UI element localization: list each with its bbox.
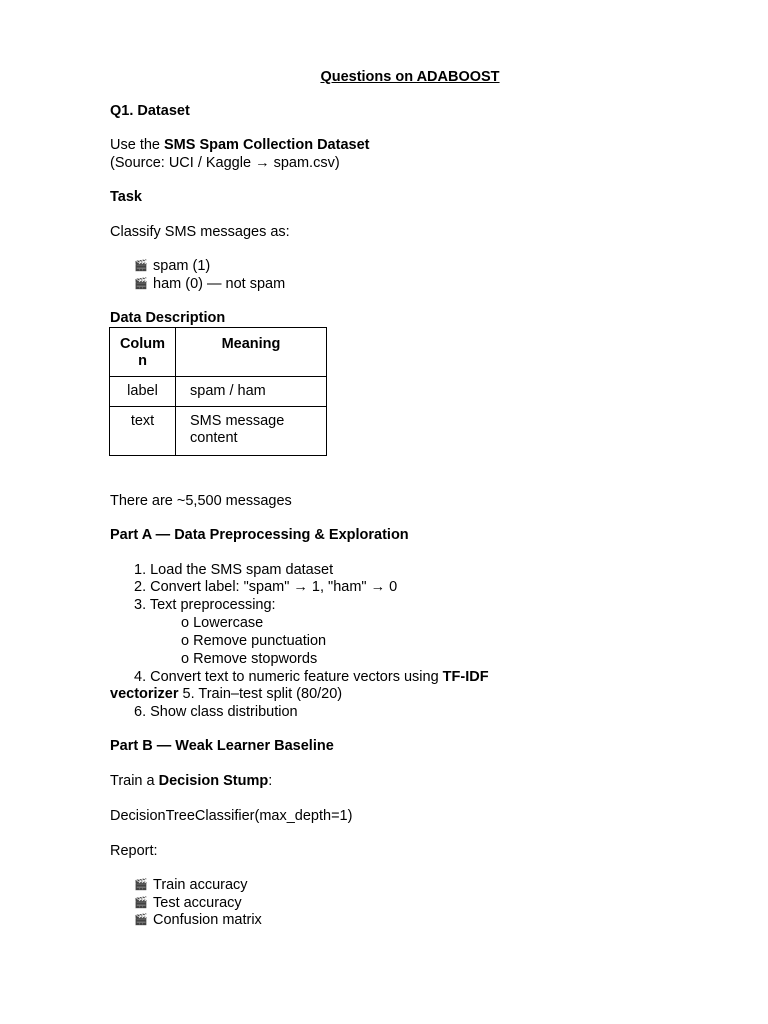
part-a-step-6: 6. Show class distribution [134, 704, 298, 720]
class-item-ham [134, 275, 285, 293]
clapperboard-icon: 🎬 [134, 260, 148, 272]
table-cell-column: label [110, 377, 176, 407]
part-a-step-4 [134, 668, 489, 686]
clapperboard-icon: 🎬 [134, 879, 148, 891]
table-row [110, 377, 327, 407]
part-a-heading: Part A — Data Preprocessing & Exploration [110, 527, 409, 543]
clapperboard-icon: 🎬 [134, 897, 148, 909]
step-5-text: 5. Train–test split (80/20) [178, 686, 343, 702]
table-cell-column: text [110, 407, 176, 456]
data-description-heading: Data Description [110, 310, 226, 326]
part-b-heading: Part B — Weak Learner Baseline [110, 738, 334, 754]
part-a-substep: o Remove stopwords [181, 651, 318, 667]
part-a-substep: o Remove punctuation [181, 633, 327, 649]
train-model: Decision Stump [158, 773, 269, 789]
part-b-report-label: Report: [110, 843, 158, 859]
report-item-label: Train accuracy [153, 877, 248, 893]
part-a-step-5-line [110, 685, 342, 703]
part-a-step-3: 3. Text preprocessing: [134, 597, 276, 613]
document-title: Questions on ADABOOST [320, 69, 500, 85]
class-item-spam [134, 257, 210, 275]
table-header-row [110, 328, 327, 377]
table-header-column-text: Colum n [119, 336, 166, 369]
report-item [134, 894, 242, 912]
table-cell-meaning: SMS message content [176, 407, 327, 456]
report-item [134, 911, 262, 929]
classify-text: Classify SMS messages as: [110, 224, 290, 240]
clapperboard-icon: 🎬 [134, 278, 148, 290]
report-item [134, 876, 248, 894]
dataset-line [110, 136, 369, 154]
part-a-step-2: 2. Convert label: "spam" → 1, "ham" → 0 [134, 579, 398, 595]
train-prefix: Train a [110, 773, 159, 789]
dataset-use-prefix: Use the [110, 137, 164, 153]
report-item-label: Confusion matrix [153, 912, 262, 928]
clapperboard-icon: 🎬 [134, 914, 148, 926]
step-4-tfidf: TF-IDF [442, 669, 489, 685]
dataset-source: (Source: UCI / Kaggle → spam.csv) [110, 155, 340, 171]
task-heading: Task [110, 189, 142, 205]
q1-heading: Q1. Dataset [110, 103, 190, 119]
part-a-substep: o Lowercase [181, 615, 264, 631]
table-row [110, 407, 327, 456]
step-4-text: 4. Convert text to numeric feature vectors using [134, 669, 443, 685]
class-item-label: ham (0) — not spam [153, 276, 286, 292]
message-count: There are ~5,500 messages [110, 493, 292, 509]
part-b-code: DecisionTreeClassifier(max_depth=1) [110, 808, 353, 824]
table-header-column [110, 328, 176, 377]
data-description-table [109, 327, 327, 456]
class-item-label: spam (1) [153, 258, 211, 274]
table-header-meaning: Meaning [176, 328, 327, 377]
step-4-vectorizer: vectorizer [110, 686, 179, 702]
part-b-train-line [110, 772, 272, 790]
report-item-label: Test accuracy [153, 895, 242, 911]
train-suffix: : [268, 773, 273, 789]
dataset-name: SMS Spam Collection Dataset [164, 137, 370, 153]
table-cell-meaning: spam / ham [176, 377, 327, 407]
part-a-step-1: 1. Load the SMS spam dataset [134, 562, 334, 578]
